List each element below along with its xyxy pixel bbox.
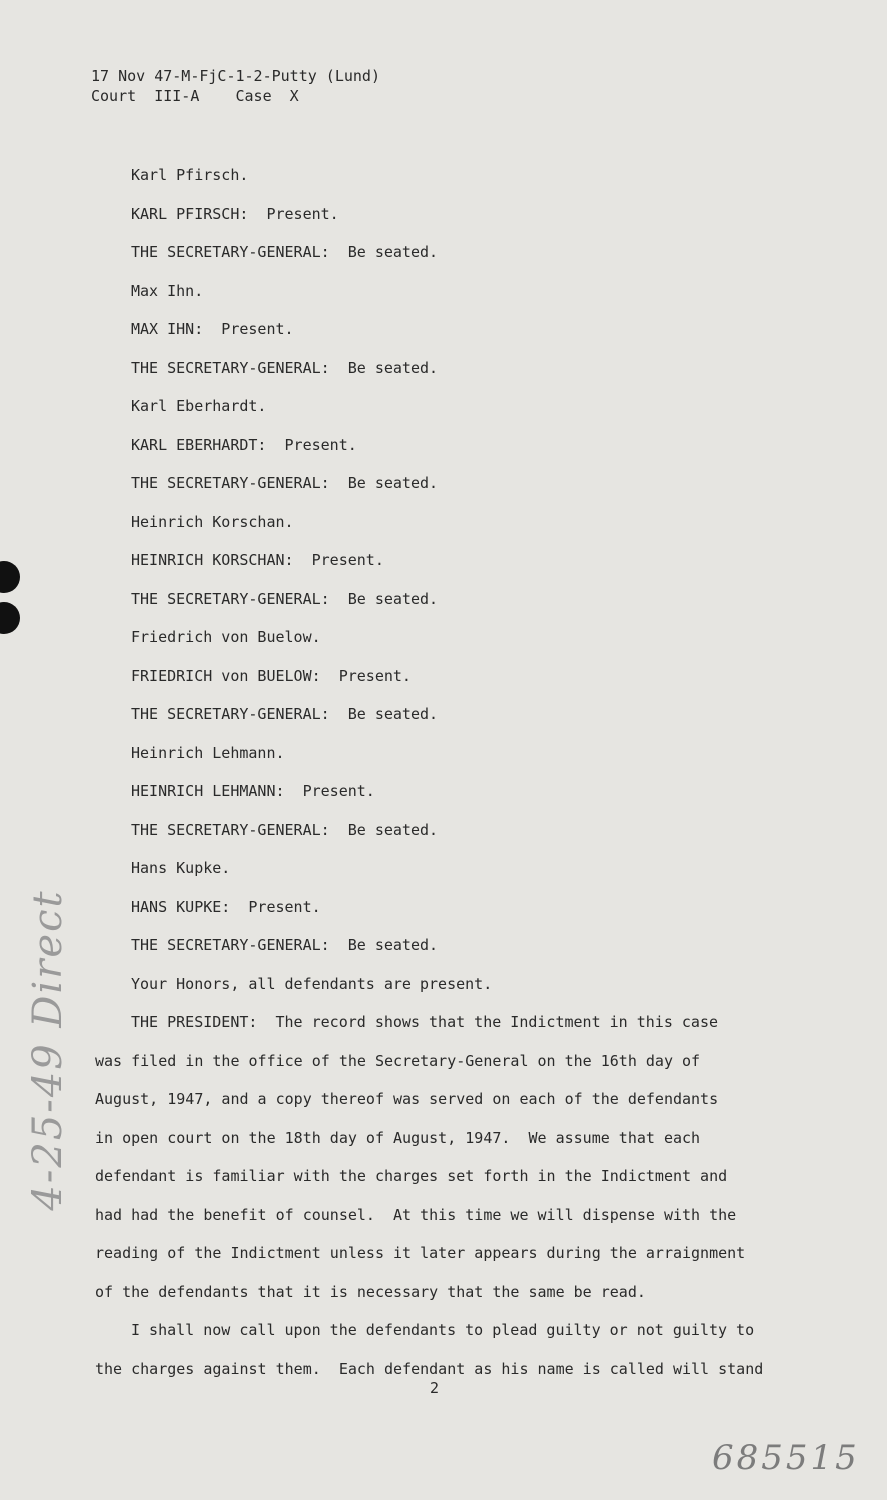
transcript-line: Your Honors, all defendants are present.: [131, 974, 493, 993]
transcript-line: THE SECRETARY-GENERAL: Be seated.: [131, 705, 439, 723]
transcript-line: THE SECRETARY-GENERAL: Be seated.: [131, 358, 439, 377]
transcript-line: THE SECRETARY-GENERAL: Be seated.: [131, 243, 439, 261]
transcript-line: I shall now call upon the defendants to plead guilty or not guilty to: [131, 1321, 755, 1339]
transcript-line: August, 1947, and a copy thereof was served on each of the defendants: [95, 1090, 719, 1108]
handwritten-stamp-number: 685515: [712, 1438, 860, 1478]
transcript-line: THE PRESIDENT: The record shows that the Indictment in this case: [131, 1013, 718, 1031]
transcript-line: of the defendants that it is necessary that the same be read.: [95, 1282, 646, 1301]
transcript-line: in open court on the 18th day of August, 1947. We assume that each: [95, 1128, 701, 1147]
transcript-line: THE SECRETARY-GENERAL: Be seated.: [131, 936, 439, 954]
header-reference: 17 Nov 47-M-FjC-1-2-Putty (Lund): [91, 67, 380, 85]
transcript-line: KARL PFIRSCH: Present.: [131, 204, 339, 223]
transcript-line: reading of the Indictment unless it later appears during the arraignment: [95, 1244, 746, 1262]
transcript-line: THE SECRETARY-GENERAL: Be seated.: [131, 589, 439, 608]
binder-hole-icon: [0, 561, 20, 593]
transcript-body: [95, 162, 825, 1394]
transcript-line: HEINRICH LEHMANN: Present.: [131, 782, 375, 800]
transcript-line: Karl Pfirsch.: [131, 166, 249, 184]
transcript-line: Heinrich Korschan.: [131, 512, 294, 531]
transcript-line: FRIEDRICH von BUELOW: Present.: [131, 666, 411, 685]
transcript-line: THE SECRETARY-GENERAL: Be seated.: [131, 474, 439, 492]
transcript-line: Heinrich Lehmann.: [131, 743, 285, 762]
transcript-line: Friedrich von Buelow.: [131, 628, 321, 646]
transcript-line: MAX IHN: Present.: [131, 320, 294, 338]
transcript-line: Karl Eberhardt.: [131, 397, 267, 415]
transcript-line: was filed in the office of the Secretary-General on the 16th day of: [95, 1051, 701, 1070]
transcript-line: Max Ihn.: [131, 281, 204, 300]
transcript-line: Hans Kupke.: [131, 859, 231, 877]
document-header: [91, 66, 380, 106]
transcript-line: HEINRICH KORSCHAN: Present.: [131, 551, 384, 569]
header-court-case: Court III-A Case X: [91, 87, 299, 105]
transcript-line: the charges against them. Each defendant as his name is called will stand: [95, 1359, 764, 1378]
page-number: 2: [430, 1379, 440, 1397]
transcript-line: KARL EBERHARDT: Present.: [131, 435, 357, 454]
transcript-line: THE SECRETARY-GENERAL: Be seated.: [131, 820, 439, 839]
handwritten-margin-note: 4-25-49 Direct: [25, 889, 71, 1211]
binder-hole-icon: [0, 602, 20, 634]
transcript-line: HANS KUPKE: Present.: [131, 897, 321, 916]
transcript-line: defendant is familiar with the charges set forth in the Indictment and: [95, 1167, 728, 1185]
transcript-line: had had the benefit of counsel. At this time we will dispense with the: [95, 1205, 737, 1224]
